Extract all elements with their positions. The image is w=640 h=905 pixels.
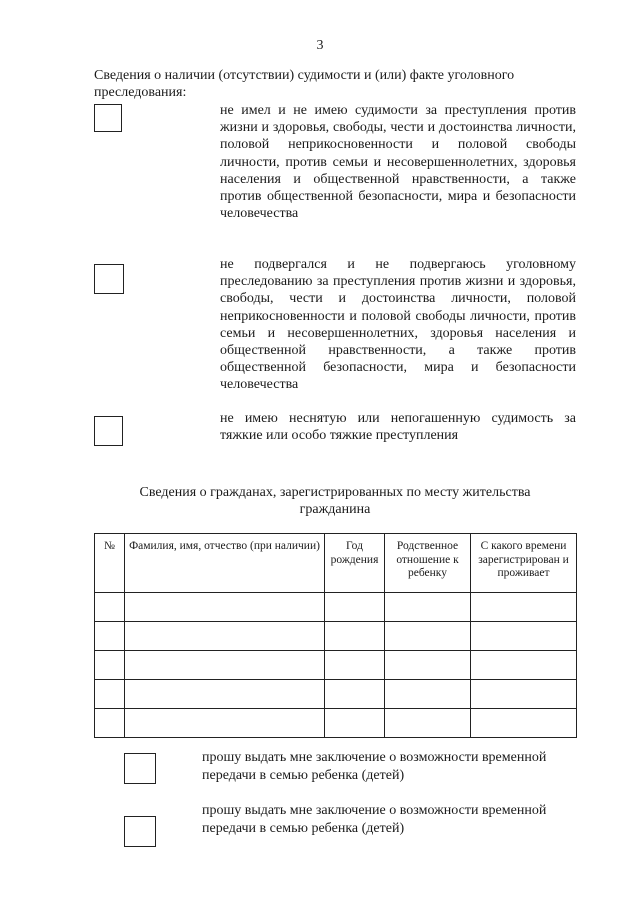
registered-persons-table: [94, 533, 577, 738]
table-row: [95, 622, 577, 651]
no-conviction-text: не имел и не имею судимости за преступления против жизни и здоровья, свободы, чести и достоинства личности, половой неприкосновенности и половой свободы личности, против семьи и несовершеннолетних, здоровья населения и общественной нравственности, а также против общественной безопасности, мира и безопасности человечества: [220, 103, 576, 222]
table-cell[interactable]: [325, 709, 385, 738]
no-prosecution-checkbox[interactable]: [94, 264, 124, 294]
request-conclusion-text-2: прошу выдать мне заключение о возможности временной передачи в семью ребенка (детей): [202, 803, 547, 836]
column-header-birth-year: Год рождения: [325, 534, 385, 593]
table-cell[interactable]: [325, 680, 385, 709]
table-row: [95, 651, 577, 680]
table-cell[interactable]: [95, 622, 125, 651]
table-cell[interactable]: [125, 709, 325, 738]
request-conclusion-checkbox-1[interactable]: [124, 753, 156, 784]
table-cell[interactable]: [385, 651, 471, 680]
table-cell[interactable]: [471, 622, 577, 651]
column-header-relation: Родственное отношение к ребенку: [385, 534, 471, 593]
table-cell[interactable]: [385, 709, 471, 738]
table-header-row: [95, 534, 577, 593]
table-cell[interactable]: [125, 593, 325, 622]
no-grave-conviction-checkbox[interactable]: [94, 416, 123, 446]
table-cell[interactable]: [125, 622, 325, 651]
table-cell[interactable]: [95, 680, 125, 709]
criminal-record-heading: Сведения о наличии (отсутствии) судимости и (или) факте уголовного преследования:: [94, 68, 515, 100]
no-conviction-checkbox[interactable]: [94, 104, 122, 132]
column-header-registered-since: С какого времени зарегистрирован и проживает: [471, 534, 577, 593]
table-cell[interactable]: [125, 651, 325, 680]
table-cell[interactable]: [325, 593, 385, 622]
no-grave-conviction-text: не имею неснятую или непогашенную судимость за тяжкие или особо тяжкие преступления: [220, 411, 576, 444]
table-row: [95, 709, 577, 738]
table-cell[interactable]: [471, 651, 577, 680]
table-cell[interactable]: [325, 622, 385, 651]
table-cell[interactable]: [385, 680, 471, 709]
column-header-number: №: [95, 534, 125, 593]
no-prosecution-text: не подвергался и не подвергаюсь уголовному преследованию за преступления против жизни и здоровья, свободы, чести и достоинства личности, половой неприкосновенности и половой свободы личности, против семьи и несовершеннолетних, здоровья населения и общественной нравственности, а также против общественной безопасности, мира и безопасности человечества: [220, 257, 576, 393]
table-row: [95, 680, 577, 709]
table-cell[interactable]: [95, 651, 125, 680]
column-header-full-name: Фамилия, имя, отчество (при наличии): [125, 534, 325, 593]
registered-persons-heading: Сведения о гражданах, зарегистрированных по месту жительства гражданина: [139, 485, 531, 517]
table-cell[interactable]: [471, 593, 577, 622]
table-cell[interactable]: [471, 709, 577, 738]
table-cell[interactable]: [95, 593, 125, 622]
table-cell[interactable]: [325, 651, 385, 680]
table-cell[interactable]: [125, 680, 325, 709]
page-number: 3: [316, 38, 324, 53]
table-row: [95, 593, 577, 622]
table-cell[interactable]: [471, 680, 577, 709]
request-conclusion-checkbox-2[interactable]: [124, 816, 156, 847]
request-conclusion-text-1: прошу выдать мне заключение о возможности временной передачи в семью ребенка (детей): [202, 750, 547, 783]
table-cell[interactable]: [95, 709, 125, 738]
table-cell[interactable]: [385, 622, 471, 651]
table-cell[interactable]: [385, 593, 471, 622]
